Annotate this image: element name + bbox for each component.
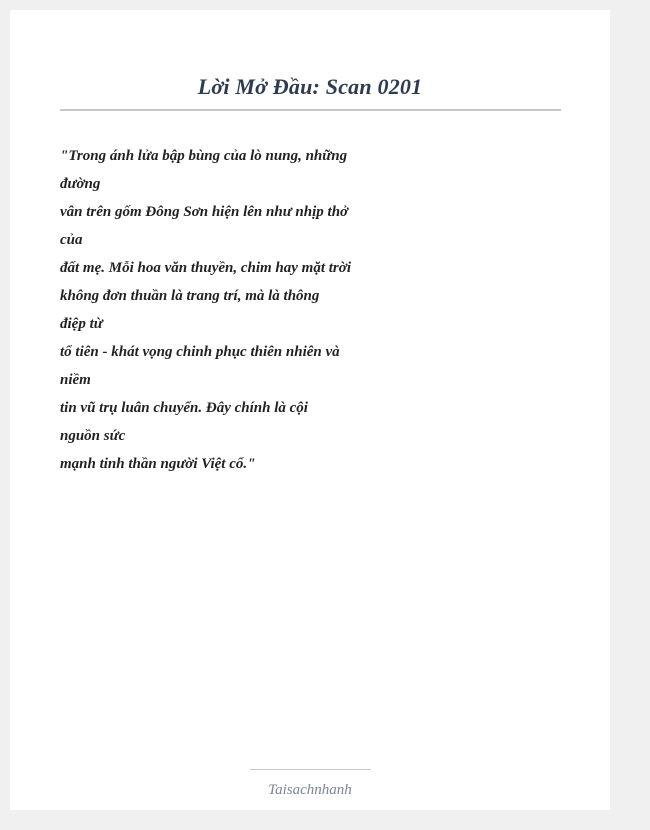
page-title: Lời Mở Đầu: Scan 0201: [197, 74, 423, 99]
paragraph-line: đất mẹ. Mỗi hoa văn thuyền, chim hay mặt trời: [60, 260, 351, 276]
paragraph-line: tổ tiên - khát vọng chinh phục thiên nhiên và: [60, 344, 340, 360]
paragraph-line: niềm: [60, 372, 91, 388]
paragraph-line: nguồn sức: [60, 428, 126, 444]
paragraph-line: mạnh tinh thần người Việt cổ.": [60, 456, 256, 472]
footer-brand: Taisachnhanh: [268, 782, 352, 798]
intro-paragraph: [60, 142, 380, 478]
title-divider: [60, 109, 561, 111]
paragraph-line: tin vũ trụ luân chuyển. Đây chính là cội: [60, 400, 308, 416]
paragraph-line: vân trên gốm Đông Sơn hiện lên như nhịp thở: [60, 204, 349, 220]
paragraph-line: "Trong ánh lửa bập bùng của lò nung, những: [60, 148, 348, 164]
document-page: [10, 10, 610, 810]
footer-divider: [250, 769, 371, 770]
paragraph-line: đường: [60, 176, 101, 192]
paragraph-line: điệp từ: [60, 316, 103, 332]
paragraph-line: của: [60, 232, 83, 248]
paragraph-line: không đơn thuần là trang trí, mà là thông: [60, 288, 320, 304]
